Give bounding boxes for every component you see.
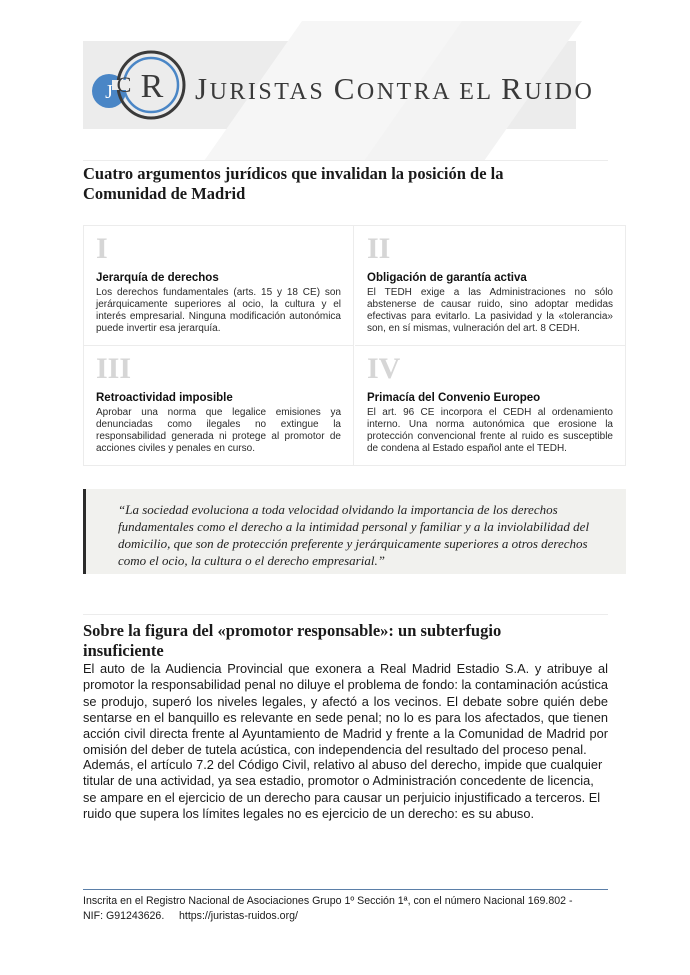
brand-cap: R [501,71,525,106]
footer-website-link[interactable]: https://juristas-ruidos.org/ [179,910,298,922]
section-title-promotor: Sobre la figura del «promotor responsable»: un subterfugio insuficiente [83,621,502,660]
brand-text: URISTAS [209,79,334,105]
argument-text: El art. 96 CE incorpora el CEDH al ordenamiento interno. Una norma autonómica que erosione la protección convencional frente al ruido es susceptible de condena al Estado español ante el TEDH. [367,407,613,454]
argument-card [355,226,625,346]
footer [83,894,608,924]
argument-numeral: IV [367,352,401,385]
footer-registry-text: Inscrita en el Registro Nacional de Asociaciones Grupo 1º Sección 1ª, con el número Nacional 169.802 - [83,895,573,907]
brand-cap: C [333,71,357,106]
argument-text: Los derechos fundamentales (arts. 15 y 18 CE) son jerárquicamente superiores al ocio, la cultura y el interés empresarial. Ninguna modificación autonómica puede invertir esa jerarquía. [96,287,341,334]
jcr-logo-icon [89,47,183,123]
body-paragraph: Además, el artículo 7.2 del Código Civil, relativo al abuso del derecho, impide que cualquier titular de una actividad, ya sea estadio, promotor o Administración concedente de licencia, se ampare en el ejercicio de un derecho para causar un perjuicio injustificado a terceros. El ruido que supera los límites legales no es ejercicio de un derecho: es su abuso. [83,757,603,821]
argument-title: Jerarquía de derechos [96,272,219,284]
argument-text: Aprobar una norma que legalice emisiones ya denunciadas como ilegales no extingue la responsabilidad generada ni protege al promotor de acciones civiles y penales en curso. [96,407,341,454]
arguments-grid [83,225,626,466]
argument-text: El TEDH exige a las Administraciones no sólo abstenerse de causar ruido, sino adoptar medidas efectivas para evitarlo. La pasividad y la «tolerancia» son, en sí mismas, vulneración del art. 8 CEDH. [367,287,613,334]
body-paragraph: El auto de la Audiencia Provincial que exonera a Real Madrid Estadio S.A. y atribuye al promotor la responsabilidad penal no diluye el problema de fondo: la contaminación acústica se produjo, superó los niveles legales, y afectó a los vecinos. El debate sobre quién debe sentarse en el banquillo es relevante en sede penal; no lo es para los afectados, que tienen acción civil directa frente al Ayuntamiento de Madrid y frente a la Comunidad de Madrid por omisión del deber de tutela acústica, con independencia del resultado del proceso penal. [83,661,608,758]
logo-letter-j: J [105,81,113,103]
header-banner [83,41,595,129]
section-title-arguments: Cuatro argumentos jurídicos que invalidan la posición de la Comunidad de Madrid [83,164,504,203]
argument-title: Primacía del Convenio Europeo [367,392,541,404]
argument-numeral: III [96,352,132,385]
footer-line-2 [83,909,608,924]
divider [83,160,608,161]
brand-text: ONTRA EL [356,79,502,105]
logo-letter-c: C [116,72,132,97]
argument-card [84,346,354,466]
footer-divider [83,889,608,890]
logo-letter-r: R [140,68,164,105]
brand-text: UIDO [524,79,595,105]
divider [83,614,608,615]
argument-title: Retroactividad imposible [96,392,233,404]
brand-name [195,71,594,107]
pull-quote: “La sociedad evoluciona a toda velocidad olvidando la importancia de los derechos fundamentales como el derecho a la intimidad personal y familiar y a la inviolabilidad del domicilio, que son de protección preferente y jerárquicamente superiores a otros derechos como el ocio, la cultura o el derecho empresarial.” [83,489,626,574]
argument-numeral: II [367,232,391,265]
argument-card [84,226,354,346]
brand-cap: J [195,71,210,106]
argument-card [355,346,625,466]
argument-numeral: I [96,232,108,265]
argument-title: Obligación de garantía activa [367,272,527,284]
footer-nif: NIF: G91243626. [83,910,165,922]
